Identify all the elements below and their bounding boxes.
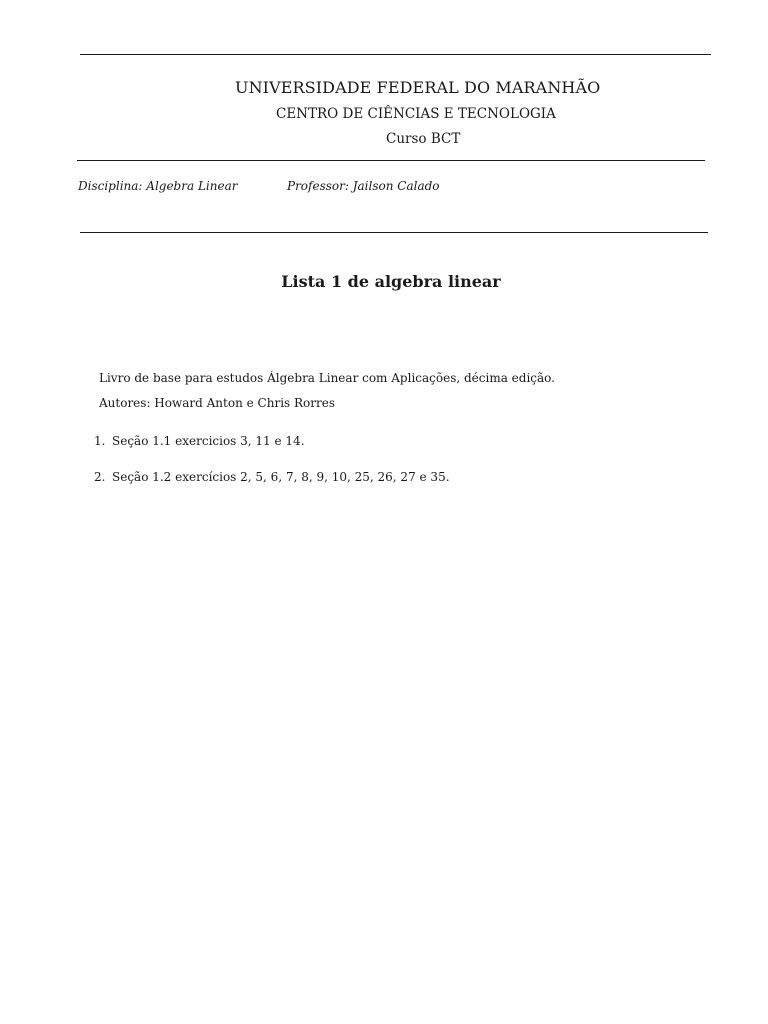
header-rule [77, 160, 705, 161]
document-title: Lista 1 de algebra linear [281, 272, 501, 291]
list-item-text: Seção 1.2 exercícios 2, 5, 6, 7, 8, 9, 10, 25, 26, 27 e 35. [112, 470, 450, 484]
list-item-number: 2. [94, 470, 106, 484]
top-rule [80, 54, 711, 55]
list-item-number: 1. [94, 434, 106, 448]
list-item [94, 470, 450, 488]
authors-line: Autores: Howard Anton e Chris Rorres [99, 396, 335, 410]
course-name: Curso BCT [386, 131, 461, 147]
list-item [94, 434, 450, 452]
list-item-text: Seção 1.1 exercicios 3, 11 e 14. [112, 434, 305, 448]
exercise-list [94, 434, 450, 488]
university-name: UNIVERSIDADE FEDERAL DO MARANHÃO [235, 78, 601, 97]
discipline-label: Disciplina: Algebra Linear [78, 179, 238, 193]
meta-rule [80, 232, 708, 233]
book-reference: Livro de base para estudos Álgebra Linear com Aplicações, décima edição. [99, 371, 555, 385]
center-name: CENTRO DE CIÊNCIAS E TECNOLOGIA [276, 106, 556, 122]
professor-label: Professor: Jailson Calado [287, 179, 440, 193]
